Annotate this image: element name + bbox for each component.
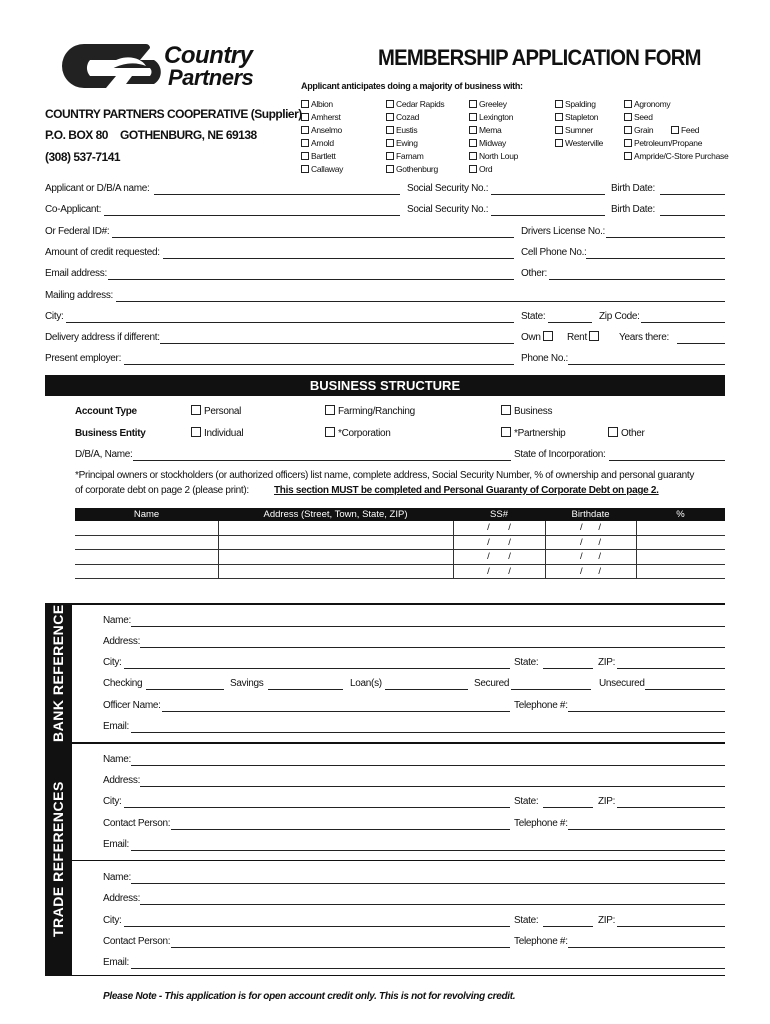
officer-name-label: Officer Name: — [103, 700, 161, 711]
trade2-telephone-field[interactable] — [568, 947, 725, 948]
location-checkbox[interactable] — [469, 151, 518, 161]
ssn-field[interactable] — [491, 194, 605, 195]
phone-label: Phone No.: — [521, 353, 569, 364]
employer-label: Present employer: — [45, 353, 122, 364]
ssn2-field[interactable] — [491, 215, 605, 216]
location-label: Westerville — [565, 138, 604, 148]
owner-percent-cell[interactable] — [636, 521, 725, 535]
drivers-license-label: Drivers License No.: — [521, 226, 606, 237]
trade2-email-field[interactable] — [131, 968, 725, 969]
applicant-name-field[interactable] — [154, 194, 400, 195]
trade1-city-field[interactable] — [124, 807, 510, 808]
owners-table — [75, 508, 725, 579]
federal-id-label: Or Federal ID#: — [45, 226, 110, 237]
location-label: Lexington — [479, 112, 514, 122]
location-checkbox[interactable] — [469, 125, 501, 135]
location-checkbox[interactable] — [555, 138, 603, 148]
location-checkbox[interactable] — [301, 125, 342, 135]
checkbox-icon — [301, 165, 309, 173]
principal-note-2: of corporate debt on page 2 (please print): — [75, 485, 249, 496]
owner-address-cell[interactable] — [218, 521, 453, 535]
footer-note: Please Note - This application is for open account credit only. This is not for revolving credit. — [103, 991, 516, 1002]
column-header: Address (Street, Town, State, ZIP) — [218, 508, 453, 521]
corporation-label: *Corporation — [338, 428, 391, 439]
unsecured-label: Unsecured — [599, 678, 645, 689]
bank-telephone-label: Telephone #: — [514, 700, 568, 711]
trade1-contact-label: Contact Person: — [103, 818, 171, 829]
category-checkbox[interactable] — [624, 125, 653, 135]
checkbox-icon — [301, 139, 309, 147]
checkbox-icon — [624, 152, 632, 160]
checkbox-icon — [624, 139, 632, 147]
trade2-city-field[interactable] — [124, 926, 510, 927]
trade1-address-field[interactable] — [140, 786, 725, 787]
section-bottom-divider — [45, 975, 725, 976]
checkbox-icon — [469, 152, 477, 160]
checkbox-icon — [191, 405, 201, 415]
supplier-phone: (308) 537-7141 — [45, 150, 121, 164]
trade1-telephone-field[interactable] — [568, 829, 725, 830]
location-checkbox[interactable] — [386, 151, 424, 161]
owner-birthdate-cell[interactable]: / / — [545, 521, 636, 535]
trade1-name-label: Name: — [103, 754, 131, 765]
checkbox-icon — [624, 100, 632, 108]
other-field[interactable] — [549, 279, 725, 280]
employer-field[interactable] — [124, 364, 514, 365]
delivery-address-field[interactable] — [160, 343, 514, 344]
mailing-address-field[interactable] — [116, 301, 725, 302]
trade1-name-field[interactable] — [131, 765, 725, 766]
trade-references-side-label: TRADE REFERENCES — [45, 744, 72, 975]
bank-email-label: Email: — [103, 721, 129, 732]
location-checkbox[interactable] — [386, 138, 418, 148]
co-applicant-label: Co-Applicant: — [45, 204, 102, 215]
location-label: Eustis — [396, 125, 418, 135]
checkbox-icon — [501, 405, 511, 415]
owner-name-cell[interactable] — [75, 521, 218, 535]
delivery-address-label: Delivery address if different: — [45, 332, 160, 343]
location-checkbox[interactable] — [386, 112, 419, 122]
column-header: % — [636, 508, 725, 521]
checkbox-icon — [386, 100, 394, 108]
checkbox-icon — [501, 427, 511, 437]
rent-label: Rent — [567, 332, 587, 343]
location-checkbox[interactable] — [386, 125, 417, 135]
checkbox-icon — [555, 139, 563, 147]
location-label: Spalding — [565, 99, 596, 109]
location-checkbox[interactable] — [301, 164, 343, 174]
brand-line2: Partners — [168, 65, 254, 90]
checkbox-icon — [589, 331, 599, 341]
checkbox-icon — [555, 126, 563, 134]
checkbox-icon — [555, 113, 563, 121]
trade1-zip-field[interactable] — [617, 807, 725, 808]
owner-birthdate-cell[interactable]: / / — [545, 564, 636, 579]
location-checkbox[interactable] — [386, 99, 444, 109]
trade1-city-label: City: — [103, 796, 122, 807]
rent-checkbox[interactable] — [567, 331, 602, 343]
business-checkbox[interactable] — [501, 405, 552, 417]
checkbox-icon — [671, 126, 679, 134]
trade1-email-field[interactable] — [131, 850, 725, 851]
checkbox-icon — [624, 126, 632, 134]
location-label: Bartlett — [311, 151, 336, 161]
checkbox-icon — [325, 427, 335, 437]
trade2-address-label: Address: — [103, 893, 141, 904]
supplier-address1: P.O. BOX 80 — [45, 128, 108, 142]
business-structure-header: BUSINESS STRUCTURE — [45, 375, 725, 396]
years-there-field[interactable] — [677, 343, 725, 344]
personal-checkbox[interactable] — [191, 405, 241, 417]
owner-percent-cell[interactable] — [636, 550, 725, 565]
checkbox-icon — [301, 100, 309, 108]
location-checkbox[interactable] — [555, 112, 598, 122]
location-checkbox[interactable] — [555, 99, 596, 109]
owners-table-header — [75, 508, 725, 521]
location-label: North Loup — [479, 151, 519, 161]
checkbox-icon — [386, 126, 394, 134]
dba-label: D/B/A, Name: — [75, 449, 133, 460]
principal-note: *Principal owners or stockholders (or authorized officers) list name, complete address, Social Security Number, % of ownership and personal guaranty — [75, 470, 695, 481]
category-checkbox[interactable] — [624, 99, 670, 109]
individual-label: Individual — [204, 428, 244, 439]
location-label: Farnam — [396, 151, 424, 161]
location-checkbox[interactable] — [469, 112, 513, 122]
business-entity-label: Business Entity — [75, 428, 146, 439]
checkbox-icon — [386, 152, 394, 160]
bank-zip-field[interactable] — [617, 668, 725, 669]
other-entity-label: Other — [621, 428, 645, 439]
location-label: Anselmo — [311, 125, 342, 135]
trade-section-divider — [45, 742, 725, 744]
trade1-state-field[interactable] — [543, 807, 593, 808]
trade2-contact-label: Contact Person: — [103, 936, 171, 947]
trade1-email-label: Email: — [103, 839, 129, 850]
trade2-state-label: State: — [514, 915, 539, 926]
category-label: Agronomy — [634, 99, 671, 109]
table-row[interactable] — [75, 535, 725, 550]
checkbox-icon — [469, 113, 477, 121]
farming-checkbox[interactable] — [325, 405, 415, 417]
location-checkbox[interactable] — [301, 138, 334, 148]
table-row[interactable] — [75, 521, 725, 535]
trade1-address-label: Address: — [103, 775, 141, 786]
checkbox-icon — [469, 126, 477, 134]
location-label: Ewing — [396, 138, 418, 148]
trade2-address-field[interactable] — [140, 904, 725, 905]
column-header: Name — [75, 508, 218, 521]
category-label: Feed — [681, 125, 700, 135]
location-label: Greeley — [479, 99, 507, 109]
bank-name-field[interactable] — [131, 626, 725, 627]
checkbox-icon — [386, 113, 394, 121]
location-label: Albion — [311, 99, 333, 109]
trade2-state-field[interactable] — [543, 926, 593, 927]
incorporation-field[interactable] — [609, 460, 725, 461]
location-label: Stapleton — [565, 112, 599, 122]
mailing-address-label: Mailing address: — [45, 290, 114, 301]
checkbox-icon — [469, 165, 477, 173]
location-label: Midway — [479, 138, 507, 148]
owner-ssn-cell[interactable]: / / — [453, 564, 545, 579]
checking-field[interactable] — [146, 689, 224, 690]
supplier-name: COUNTRY PARTNERS COOPERATIVE (Supplier) — [45, 107, 302, 121]
location-label: Gothenburg — [396, 164, 438, 174]
cell-phone-label: Cell Phone No.: — [521, 247, 587, 258]
principal-note-required: This section MUST be completed and Personal Guaranty of Corporate Debt on page 2. — [274, 485, 659, 496]
city-field[interactable] — [66, 322, 514, 323]
table-row[interactable] — [75, 550, 725, 565]
bank-name-label: Name: — [103, 615, 131, 626]
location-label: Mema — [479, 125, 502, 135]
city-label: City: — [45, 311, 64, 322]
owner-percent-cell[interactable] — [636, 535, 725, 550]
owner-birthdate-cell[interactable]: / / — [545, 550, 636, 565]
column-header: SS# — [453, 508, 545, 521]
form-title: MEMBERSHIP APPLICATION FORM — [378, 45, 701, 70]
location-checkbox[interactable] — [301, 112, 341, 122]
location-label: Ord — [479, 164, 493, 174]
table-row[interactable] — [75, 564, 725, 579]
officer-name-field[interactable] — [162, 711, 510, 712]
trade1-telephone-label: Telephone #: — [514, 818, 568, 829]
location-label: Sumner — [565, 125, 593, 135]
email-field[interactable] — [108, 279, 514, 280]
trade-divider — [72, 860, 725, 861]
checkbox-icon — [325, 405, 335, 415]
state-label: State: — [521, 311, 546, 322]
checkbox-icon — [191, 427, 201, 437]
bank-telephone-field[interactable] — [568, 711, 725, 712]
location-label: Arnold — [311, 138, 334, 148]
checkbox-icon — [543, 331, 553, 341]
location-checkbox[interactable] — [301, 99, 333, 109]
bank-address-label: Address: — [103, 636, 141, 647]
loans-label: Loan(s) — [350, 678, 382, 689]
trade2-telephone-label: Telephone #: — [514, 936, 568, 947]
email-label: Email address: — [45, 268, 107, 279]
category-label: Grain — [634, 125, 654, 135]
location-label: Callaway — [311, 164, 344, 174]
savings-label: Savings — [230, 678, 264, 689]
logo — [46, 40, 286, 92]
location-checkbox[interactable] — [555, 125, 593, 135]
zip-code-field[interactable] — [641, 322, 725, 323]
checkbox-icon — [301, 113, 309, 121]
location-checkbox[interactable] — [469, 99, 507, 109]
feed-checkbox[interactable] — [671, 125, 699, 135]
checkbox-icon — [301, 152, 309, 160]
birth-date2-field[interactable] — [660, 215, 725, 216]
personal-label: Personal — [204, 406, 242, 417]
checkbox-icon — [386, 139, 394, 147]
business-label: Business — [514, 406, 553, 417]
location-checkbox[interactable] — [301, 151, 336, 161]
location-label: Amherst — [311, 112, 341, 122]
drivers-license-field[interactable] — [606, 237, 725, 238]
owner-percent-cell[interactable] — [636, 564, 725, 579]
trade2-email-label: Email: — [103, 957, 129, 968]
owner-address-cell[interactable] — [218, 535, 453, 550]
corporation-checkbox[interactable] — [325, 427, 391, 439]
trade2-contact-field[interactable] — [171, 947, 510, 948]
bank-section-divider — [45, 603, 725, 605]
partnership-label: *Partnership — [514, 428, 566, 439]
federal-id-field[interactable] — [112, 237, 514, 238]
owner-ssn-cell[interactable]: / / — [453, 521, 545, 535]
trade1-zip-label: ZIP: — [598, 796, 616, 807]
checkbox-icon — [301, 126, 309, 134]
bank-email-field[interactable] — [131, 732, 725, 733]
column-header: Birthdate — [545, 508, 636, 521]
trade1-contact-field[interactable] — [171, 829, 510, 830]
partnership-checkbox[interactable] — [501, 427, 565, 439]
locations-prompt: Applicant anticipates doing a majority of business with: — [301, 81, 523, 91]
trade2-zip-field[interactable] — [617, 926, 725, 927]
country-partners-logo-icon — [46, 40, 166, 92]
checkbox-icon — [608, 427, 618, 437]
category-label: Ampride/C-Store Purchase — [634, 151, 729, 161]
category-checkbox[interactable] — [624, 151, 728, 161]
category-label: Petroleum/Propane — [634, 138, 703, 148]
credit-amount-field[interactable] — [163, 258, 514, 259]
owner-name-cell[interactable] — [75, 550, 218, 565]
bank-city-field[interactable] — [124, 668, 510, 669]
own-checkbox[interactable] — [521, 331, 556, 343]
category-label: Seed — [634, 112, 653, 122]
bank-state-label: State: — [514, 657, 539, 668]
checkbox-icon — [469, 139, 477, 147]
checking-label: Checking — [103, 678, 143, 689]
phone-field[interactable] — [568, 364, 725, 365]
incorporation-label: State of Incorporation: — [514, 449, 606, 460]
secured-label: Secured — [474, 678, 510, 689]
owner-name-cell[interactable] — [75, 564, 218, 579]
supplier-address2: GOTHENBURG, NE 69138 — [120, 128, 257, 142]
years-there-label: Years there: — [619, 332, 669, 343]
checkbox-icon — [624, 113, 632, 121]
individual-checkbox[interactable] — [191, 427, 243, 439]
location-label: Cedar Rapids — [396, 99, 445, 109]
trade1-state-label: State: — [514, 796, 539, 807]
location-checkbox[interactable] — [469, 164, 492, 174]
savings-field[interactable] — [268, 689, 343, 690]
trade2-city-label: City: — [103, 915, 122, 926]
state-field[interactable] — [548, 322, 592, 323]
trade2-name-label: Name: — [103, 872, 131, 883]
secured-field[interactable] — [511, 689, 591, 690]
dba-field[interactable] — [133, 460, 511, 461]
trade2-zip-label: ZIP: — [598, 915, 616, 926]
owner-address-cell[interactable] — [218, 550, 453, 565]
location-checkbox[interactable] — [469, 138, 506, 148]
brand-line1: Country — [164, 42, 253, 69]
birth-date-field[interactable] — [660, 194, 725, 195]
location-checkbox[interactable] — [386, 164, 438, 174]
own-label: Own — [521, 332, 541, 343]
credit-amount-label: Amount of credit requested: — [45, 247, 160, 258]
ssn2-label: Social Security No.: — [407, 204, 489, 215]
zip-code-label: Zip Code: — [599, 311, 640, 322]
owner-birthdate-cell[interactable]: / / — [545, 535, 636, 550]
trade2-name-field[interactable] — [131, 883, 725, 884]
unsecured-field[interactable] — [645, 689, 725, 690]
cell-phone-field[interactable] — [586, 258, 725, 259]
bank-address-field[interactable] — [140, 647, 725, 648]
category-checkbox[interactable] — [624, 138, 702, 148]
checkbox-icon — [555, 100, 563, 108]
checkbox-icon — [469, 100, 477, 108]
birth-date2-label: Birth Date: — [611, 204, 655, 215]
owner-name-cell[interactable] — [75, 535, 218, 550]
other-label: Other: — [521, 268, 547, 279]
checkbox-icon — [386, 165, 394, 173]
owner-address-cell[interactable] — [218, 564, 453, 579]
bank-zip-label: ZIP: — [598, 657, 616, 668]
other-entity-checkbox[interactable] — [608, 427, 645, 439]
owner-ssn-cell[interactable]: / / — [453, 535, 545, 550]
owner-ssn-cell[interactable]: / / — [453, 550, 545, 565]
loans-field[interactable] — [385, 689, 468, 690]
bank-reference-side-label: BANK REFERENCE — [45, 603, 72, 743]
applicant-name-label: Applicant or D/B/A name: — [45, 183, 150, 194]
account-type-label: Account Type — [75, 406, 137, 417]
farming-label: Farming/Ranching — [338, 406, 415, 417]
category-checkbox[interactable] — [624, 112, 653, 122]
bank-state-field[interactable] — [543, 668, 593, 669]
birth-date-label: Birth Date: — [611, 183, 655, 194]
ssn-label: Social Security No.: — [407, 183, 489, 194]
bank-city-label: City: — [103, 657, 122, 668]
co-applicant-field[interactable] — [104, 215, 400, 216]
location-label: Cozad — [396, 112, 420, 122]
